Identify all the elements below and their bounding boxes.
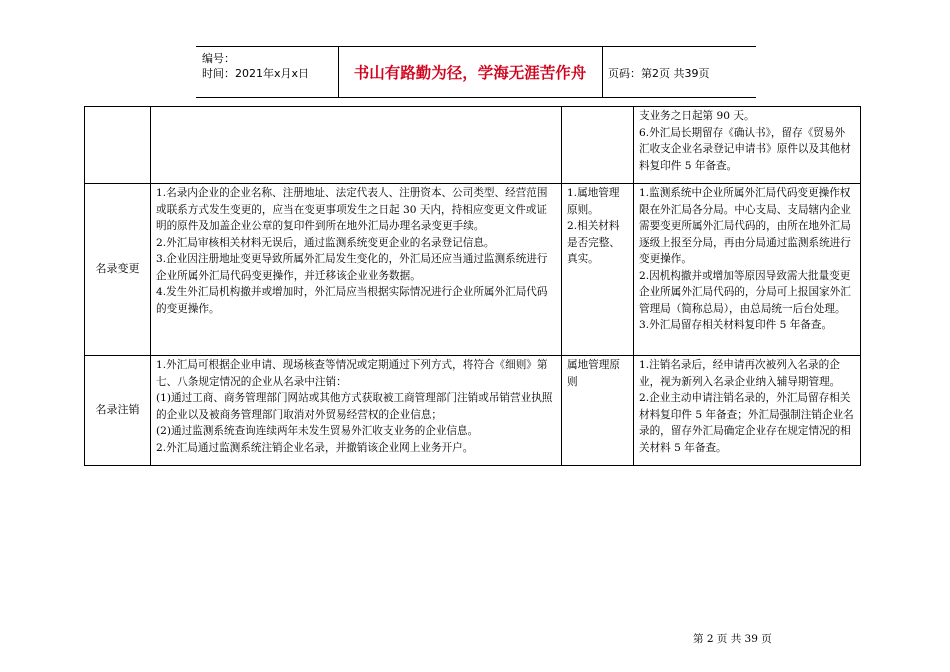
content-paragraph: 4.发生外汇局机构撤并或增加时，外汇局应当根据实际情况进行企业所属外汇局代码的变更操作。 [156,286,548,315]
content-paragraph: 2.外汇局通过监测系统注销企业名录，并撤销该企业网上业务开户。 [156,441,474,454]
content-cell [151,184,562,356]
header-slogan: 书山有路勤为径，学海无涯苦作舟 [353,64,587,82]
header-date: 时间：2021年x月x日 [202,67,310,80]
content-cell [151,356,562,466]
header-divider [602,47,603,97]
notes-paragraph: 支业务之日起第 90 天。 [639,110,755,122]
principle-cell [562,184,634,356]
header-meta [202,51,309,81]
category-cell: 名录注销 [85,356,151,466]
content-paragraph: 3.企业因注册地址变更导致所属外汇局发生变化的，外汇局还应当通过监测系统进行企业所属外汇局代码变更操作，并迁移该企业业务数据。 [156,253,548,282]
content-paragraph: (2)通过监测系统查询连续两年未发生贸易外汇收支业务的企业信息。 [156,425,479,437]
content-paragraph: 2.外汇局审核相关材料无误后，通过监测系统变更企业的名录登记信息。 [156,236,495,249]
notes-paragraph: 6.外汇局长期留存《确认书》，留存《贸易外汇收支企业名录登记申请书》原件以及其他材料复印件 5 年备查。 [639,126,851,172]
procedure-table [84,106,861,466]
category-cell: 名录变更 [85,184,151,356]
notes-paragraph: 2.因机构撤并或增加等原因导致需大批量变更企业所属外汇局代码的，分局可上报国家外汇管理局（简称总局），由总局统一后台处理。 [639,269,851,315]
content-cell [151,107,562,184]
principle-paragraph: 1.属地管理原则。 [567,187,620,216]
content-paragraph: 1.外汇局可根据企业申请、现场核查等情况或定期通过下列方式，将符合《细则》第七、八条规定情况的企业从名录中注销： [156,359,548,388]
principle-cell [562,356,634,466]
principle-paragraph: 2.相关材料是否完整、真实。 [567,220,620,265]
principle-cell [562,107,634,184]
table-row [85,107,861,184]
table-row [85,184,861,356]
content-paragraph: 1.名录内企业的企业名称、注册地址、法定代表人、注册资本、公司类型、经营范围或联系方式发生变更的，应当在变更事项发生之日起 30 天内，持相应变更文件或证明的原件及加盖企业公章的复印件到所在地外汇局办理名录变更手续。 [156,187,548,232]
notes-paragraph: 1.注销名录后，经申请再次被列入名录的企业，视为新列入名录企业纳入辅导期管理。 [639,359,841,388]
principle-paragraph: 属地管理原则 [567,359,620,388]
header-page-number: 页码：第2页 共39页 [608,67,710,80]
notes-cell [634,184,861,356]
header-bianhao: 编号： [202,52,235,65]
notes-paragraph: 1.监测系统中企业所属外汇局代码变更操作权限在外汇局各分局。中心支局、支局辖内企业需要变更所属外汇局代码的，由所在地外汇局逐级上报至分局，再由分局通过监测系统进行变更操作。 [639,187,851,265]
category-cell [85,107,151,184]
content-paragraph: (1)通过工商、商务管理部门网站或其他方式获取被工商管理部门注销或吊销营业执照的企业以及被商务管理部门取消对外贸易经营权的企业信息； [156,392,553,421]
table-body [85,107,861,466]
table-row [85,356,861,466]
page-header [196,46,756,98]
notes-cell [634,356,861,466]
page-footer: 第 2 页 共 39 页 [693,633,772,645]
notes-paragraph: 3.外汇局留存相关材料复印件 5 年备查。 [639,319,833,331]
notes-paragraph: 2.企业主动申请注销名录的，外汇局留存相关材料复印件 5 年备查；外汇局强制注销企业名录的，留存外汇局确定企业存在规定情况的相关材料 5 年备查。 [639,392,854,454]
notes-cell [634,107,861,184]
